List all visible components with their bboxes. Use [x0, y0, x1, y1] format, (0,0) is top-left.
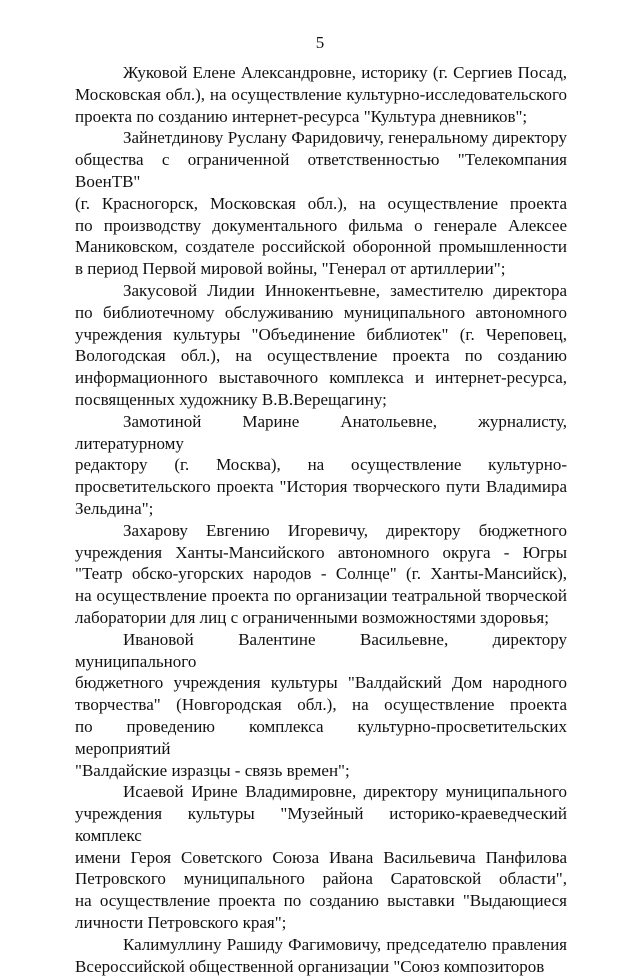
paragraph-line: Зайнетдинову Руслану Фаридовичу, генеральному директору — [123, 128, 567, 148]
paragraph-line: творчества" (Новгородская обл.), на осуществление проекта — [75, 695, 567, 715]
paragraph — [75, 629, 567, 782]
paragraph-line: Зельдина"; — [75, 498, 154, 518]
paragraph-line: в период Первой мировой войны, "Генерал от артиллерии"; — [75, 259, 506, 279]
paragraph-line: Московская обл.), на осуществление культурно-исследовательского — [75, 84, 567, 104]
paragraph-line: общества с ограниченной ответственностью "Телекомпания ВоенТВ" — [75, 150, 567, 191]
paragraph-line: "Валдайские изразцы - связь времен"; — [75, 760, 350, 780]
paragraph-line: лаборатории для лиц с ограниченными возможностями здоровья; — [75, 607, 549, 627]
paragraph-line: (г. Красногорск, Московская обл.), на осуществление проекта — [75, 193, 567, 213]
paragraph-line: по библиотечному обслуживанию муниципального автономного — [75, 302, 567, 322]
paragraph-line: личности Петровского края"; — [75, 913, 287, 933]
paragraph-line: учреждения Ханты-Мансийского автономного округа - Югры — [75, 542, 567, 562]
paragraph-line: учреждения культуры "Музейный историко-краеведческий комплекс — [75, 804, 567, 845]
document-body — [75, 62, 567, 977]
paragraph — [75, 62, 567, 127]
paragraph-line: Всероссийской общественной организации "Союз композиторов — [75, 956, 545, 976]
paragraph-line: на осуществление проекта по созданию выставки "Выдающиеся — [75, 891, 567, 911]
paragraph — [75, 411, 567, 520]
paragraph-line: бюджетного учреждения культуры "Валдайский Дом народного — [75, 673, 567, 693]
paragraph-line: Маниковском, создателе российской оборонной промышленности — [75, 237, 567, 257]
paragraph-line: учреждения культуры "Объединение библиотек" (г. Череповец, — [75, 324, 567, 344]
paragraph-line: Петровского муниципального района Саратовской области", — [75, 869, 567, 889]
paragraph-line: Жуковой Елене Александровне, историку (г. Сергиев Посад, — [123, 63, 567, 82]
paragraph-line: по проведению комплекса культурно-просветительских мероприятий — [75, 716, 567, 758]
paragraph-line: просветительского проекта "История творческого пути Владимира — [75, 477, 567, 497]
paragraph-line: на осуществление проекта по организации театральной творческой — [75, 586, 567, 606]
paragraph-line: проекта по созданию интернет-ресурса "Культура дневников"; — [75, 106, 528, 126]
paragraph-line: Вологодская обл.), на осуществление проекта по созданию — [75, 346, 567, 366]
paragraph-line: "Театр обско-угорских народов - Солнце" (г. Ханты-Мансийск), — [75, 564, 567, 584]
page-number: 5 — [315, 33, 325, 52]
paragraph-line: имени Героя Советского Союза Ивана Васильевича Панфилова — [75, 847, 567, 867]
paragraph-line: посвященных художнику В.В.Верещагину; — [75, 389, 387, 409]
paragraph-line: Калимуллину Рашиду Фагимовичу, председателю правления — [123, 934, 567, 954]
paragraph — [75, 934, 567, 977]
paragraph-line: Ивановой Валентине Васильевне, директору муниципального — [75, 629, 567, 671]
paragraph-line: Исаевой Ирине Владимировне, директору муниципального — [123, 782, 567, 802]
paragraph — [75, 127, 567, 280]
paragraph — [75, 280, 567, 411]
paragraph-line: редактору (г. Москва), на осуществление культурно- — [75, 455, 567, 475]
paragraph-line: информационного выставочного комплекса и интернет-ресурса, — [75, 368, 567, 388]
paragraph-line: Захарову Евгению Игоревичу, директору бюджетного — [123, 520, 567, 540]
paragraph — [75, 781, 567, 934]
paragraph — [75, 520, 567, 629]
paragraph-line: Замотиной Марине Анатольевне, журналисту, литературному — [75, 411, 567, 453]
paragraph-line: Закусовой Лидии Иннокентьевне, заместителю директора — [123, 280, 567, 300]
paragraph-line: по производству документального фильма о генерале Алексее — [75, 215, 567, 235]
